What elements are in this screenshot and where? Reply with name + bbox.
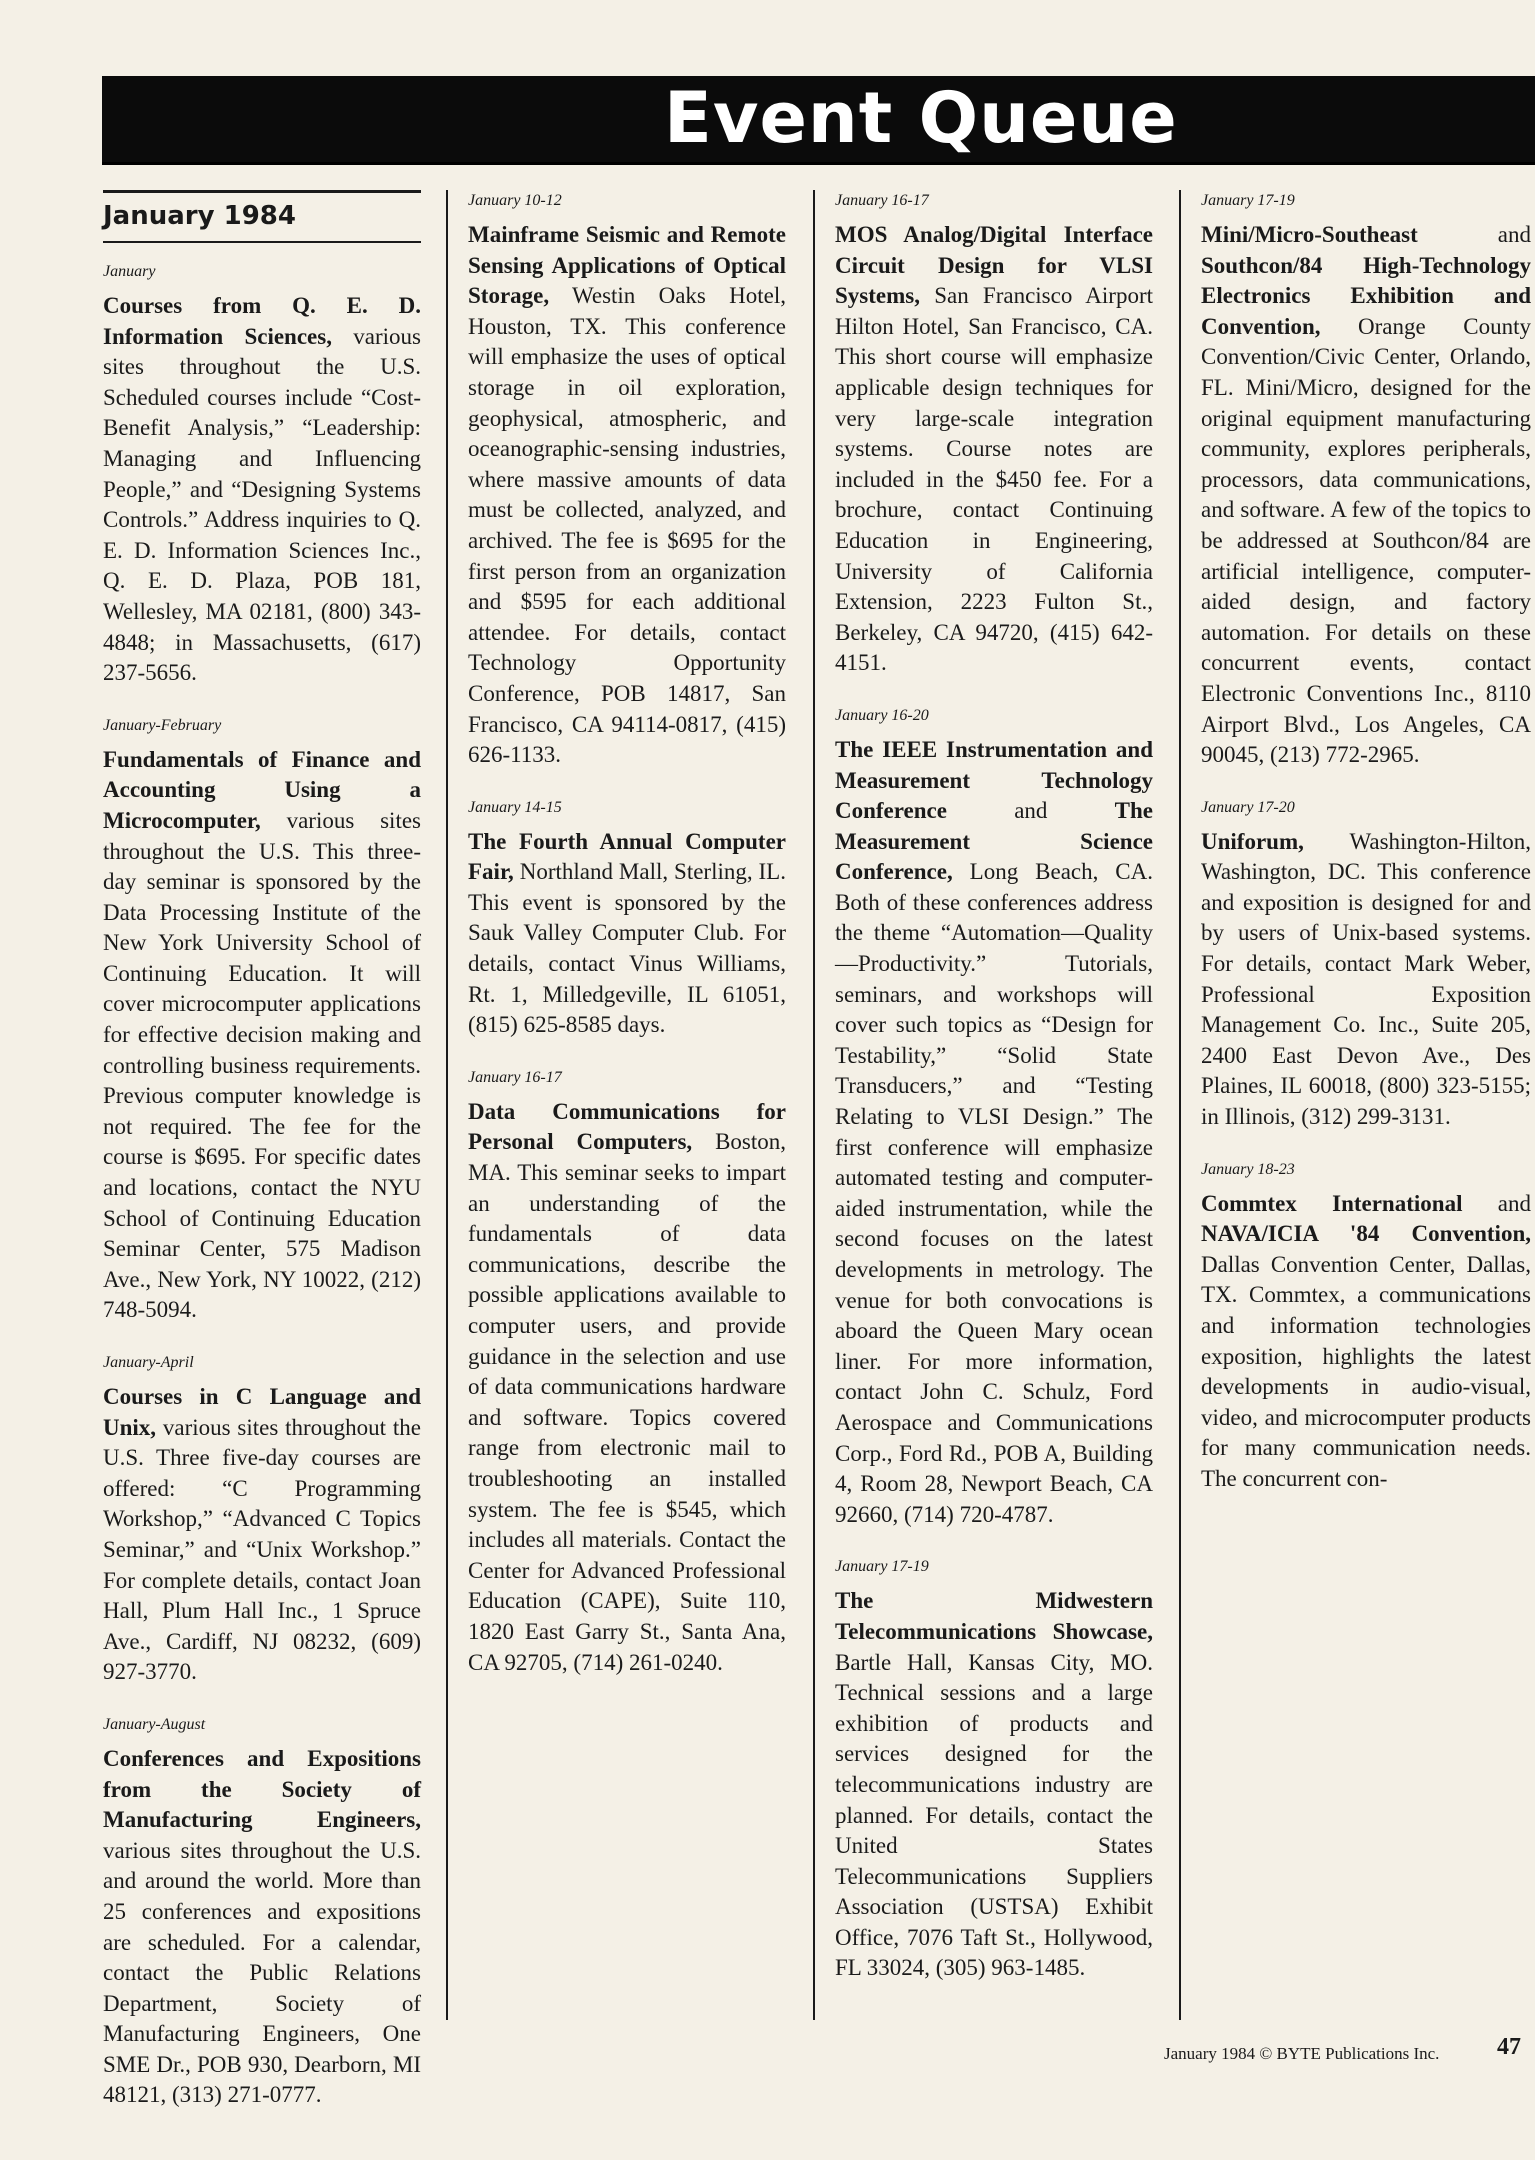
event-name: Southcon/84 High-Technology Electronics Exhibition and Convention, — [1201, 252, 1531, 339]
event-text — [103, 1744, 421, 2111]
event-body: Long Beach, CA. Both of these conferences address the theme “Automation—Quality—Productivity.” Tutorials, seminars, and workshops will cover such topics as “Design for Testability,” “Solid State Transducers,” and “Testing Relating to VLSI Design.” The first conference will emphasize automated testing and computer-aided instrumentation, while the second focuses on the latest developments in metrology. The venue for both convocations is aboard the Queen Mary ocean liner. For more information, contact John C. Schulz, Ford Aerospace and Communications Corp., Ford Rd., POB A, Building 4, Room 28, Newport Beach, CA 92660, (714) 720-4787. — [835, 859, 1153, 1527]
event-date: January 16-20 — [835, 706, 929, 724]
event-body: Northland Mall, Sterling, IL. This event is sponsored by the Sauk Valley Computer Club. For details, contact Vinus Williams, Rt. 1, Milledgeville, IL 61051, (815) 625-8585 days. — [468, 859, 786, 1038]
event-text — [835, 735, 1153, 1530]
page-number: 47 — [1497, 2034, 1521, 2060]
event-text — [1201, 1189, 1531, 1495]
event-item — [103, 715, 421, 1326]
event-item — [103, 1352, 421, 1688]
column-2 — [468, 190, 786, 1704]
title-banner — [102, 76, 1535, 165]
event-body: Washington-Hilton, Washington, DC. This conference and exposition is designed for and by users of Unix-based systems. For details, contact Mark Weber, Professional Exposition Management Co. Inc., Suite 205, 2400 East Devon Ave., Des Plaines, IL 60018, (800) 323-5155; in Illinois, (312) 299-3131. — [1201, 828, 1531, 1130]
event-date: January — [103, 263, 156, 280]
column-divider — [446, 190, 448, 2020]
event-name: Fundamentals of Finance and Accounting Using a Microcomputer, — [103, 746, 421, 833]
event-item — [103, 1714, 421, 2111]
event-item — [1201, 1159, 1531, 1495]
event-item — [1201, 190, 1531, 771]
event-body: San Francisco Airport Hilton Hotel, San Francisco, CA. This short course will emphasize applicable design techniques for very large-scale integration systems. Course notes are included in the $450 fee. For a brochure, contact Continuing Education in Engineering, University of California Extension, 2223 Fulton St., Berkeley, CA 94720, (415) 642-4151. — [835, 283, 1153, 676]
event-date: January 18-23 — [1201, 1160, 1295, 1178]
event-date: January 17-19 — [835, 1558, 929, 1576]
column-divider — [813, 190, 815, 2020]
event-name: Mini/Micro-Southeast — [1201, 222, 1418, 247]
event-date: January-August — [103, 1715, 206, 1733]
event-text — [835, 220, 1153, 679]
event-body: Boston, MA. This seminar seeks to impart an understanding of the fundamentals of data communications, describe the possible applications available to computer users, and provide guidance in the selection and use of data communications hardware and software. Topics covered range from electronic mail to troubleshooting an installed system. The fee is $545, which includes all materials. Contact the Center for Advanced Professional Education (CAPE), Suite 110, 1820 East Garry St., Santa Ana, CA 92705, (714) 261-0240. — [468, 1129, 787, 1675]
footer-credit: January 1984 © BYTE Publications Inc. — [1164, 2044, 1440, 2063]
event-item — [468, 1067, 786, 1678]
column-3 — [835, 190, 1153, 2010]
event-text — [103, 745, 421, 1326]
column-1 — [103, 190, 421, 2137]
event-text — [103, 291, 421, 689]
event-name: Commtex International — [1201, 1190, 1463, 1216]
event-text — [468, 1097, 786, 1678]
event-item — [835, 705, 1153, 1530]
event-name: Data Communications for Personal Computers, — [468, 1098, 786, 1155]
column-divider — [1179, 190, 1181, 2020]
event-body: and — [1462, 1190, 1531, 1216]
event-name: The IEEE Instrumentation and Measurement Technology Conference — [835, 736, 1153, 824]
event-body: and — [946, 798, 1115, 824]
event-date: January-February — [103, 716, 222, 734]
event-body: various sites throughout the U.S. Three five-day courses are offered: “C Programming Workshop,” “Advanced C Topics Seminar,” and “Unix Workshop.” For complete details, contact Joan Hall, Plum Hall Inc., 1 Spruce Ave., Cardiff, NJ 08232, (609) 927-3770. — [103, 1414, 421, 1685]
event-text — [1201, 220, 1531, 771]
event-text — [468, 827, 786, 1041]
event-name: Conferences and Expositions from the Society of Manufacturing Engineers, — [103, 1745, 421, 1833]
event-body: various sites throughout the U.S. Scheduled courses include “Cost-Benefit Analysis,” “Leadership: Managing and Influencing People,” and “Designing Systems Controls.” Address inquiries to Q. E. D. Information Sciences Inc., Q. E. D. Plaza, POB 181, Wellesley, MA 02181, (800) 343-4848; in Massachusetts, (617) 237-5656. — [103, 323, 421, 686]
event-item — [468, 797, 786, 1041]
event-name: The Fourth Annual Computer Fair, — [468, 828, 786, 885]
event-name: Courses in C Language and Unix, — [103, 1384, 421, 1440]
event-name: MOS Analog/Digital Interface Circuit Design for VLSI Systems, — [835, 222, 1153, 309]
event-body: various sites throughout the U.S. and around the world. More than 25 conferences and expositions are scheduled. For a calendar, contact the Public Relations Department, Society of Manufacturing Engineers, One SME Dr., POB 930, Dearborn, MI 48121, (313) 271-0777. — [103, 1837, 421, 2108]
event-item — [835, 1556, 1153, 1984]
event-body: Bartle Hall, Kansas City, MO. Technical sessions and a large exhibition of products and services designed for the telecommunications industry are planned. For details, contact the United States Telecommunications Suppliers Association (USTSA) Exhibit Office, 7076 Taft St., Hollywood, FL 33024, (305) 963-1485. — [835, 1649, 1153, 1981]
event-date: January-April — [103, 1354, 194, 1371]
event-item — [1201, 797, 1531, 1133]
event-name: Mainframe Seismic and Remote Sensing Applications of Optical Storage, — [468, 222, 786, 309]
column-4 — [1201, 190, 1531, 1521]
event-body: and — [1417, 222, 1531, 247]
event-name: Uniforum, — [1201, 828, 1304, 854]
event-name: NAVA/ICIA '84 Convention, — [1201, 1221, 1531, 1247]
month-heading: January 1984 — [103, 190, 421, 243]
event-item — [835, 190, 1153, 679]
event-body: Dallas Convention Center, Dallas, TX. Commtex, a communications and information technologies exposition, highlights the latest developments in audio-visual, video, and microcomputer products for many communication needs. The concurrent con- — [1201, 1251, 1531, 1491]
event-date: January 17-20 — [1201, 798, 1295, 816]
event-name: Courses from Q. E. D. Information Sciences, — [103, 293, 421, 349]
event-item — [468, 190, 786, 771]
event-date: January 16-17 — [468, 1068, 562, 1086]
event-text — [835, 1586, 1153, 1984]
event-date: January 14-15 — [468, 798, 562, 816]
event-body: Westin Oaks Hotel, Houston, TX. This conference will emphasize the uses of optical storage in oil exploration, geophysical, atmospheric, and oceanographic-sensing industries, where massive amounts of data must be collected, analyzed, and archived. The fee is $695 for the first person from an organization and $595 for each additional attendee. For details, contact Technology Opportunity Conference, POB 14817, San Francisco, CA 94114-0817, (415) 626-1133. — [468, 283, 786, 768]
event-text — [103, 1382, 421, 1688]
event-date: January 10-12 — [468, 192, 562, 209]
page-title: Event Queue — [664, 77, 1178, 159]
event-date: January 16-17 — [835, 192, 929, 209]
event-name: The Measurement Science Conference, — [835, 798, 1153, 885]
event-body: Orange County Convention/Civic Center, Orlando, FL. Mini/Micro, designed for the original equipment manufacturing community, explores peripherals, processors, data communications, and software. A few of the topics to be addressed at Southcon/84 are artificial intelligence, computer-aided design, and factory automation. For details on these concurrent events, contact Electronic Conventions Inc., 8110 Airport Blvd., Los Angeles, CA 90045, (213) 772-2965. — [1201, 313, 1531, 768]
event-body: various sites throughout the U.S. This three-day seminar is sponsored by the Data Processing Institute of the New York University School of Continuing Education. It will cover microcomputer applications for effective decision making and controlling business requirements. Previous computer knowledge is not required. The fee for the course is $695. For specific dates and locations, contact the NYU School of Continuing Education Seminar Center, 575 Madison Ave., New York, NY 10022, (212) 748-5094. — [103, 807, 421, 1323]
event-text — [468, 220, 786, 771]
event-text — [1201, 827, 1531, 1133]
event-date: January 17-19 — [1201, 192, 1295, 209]
event-item — [103, 261, 421, 689]
event-name: The Midwestern Telecommunications Showcase, — [835, 1588, 1153, 1644]
